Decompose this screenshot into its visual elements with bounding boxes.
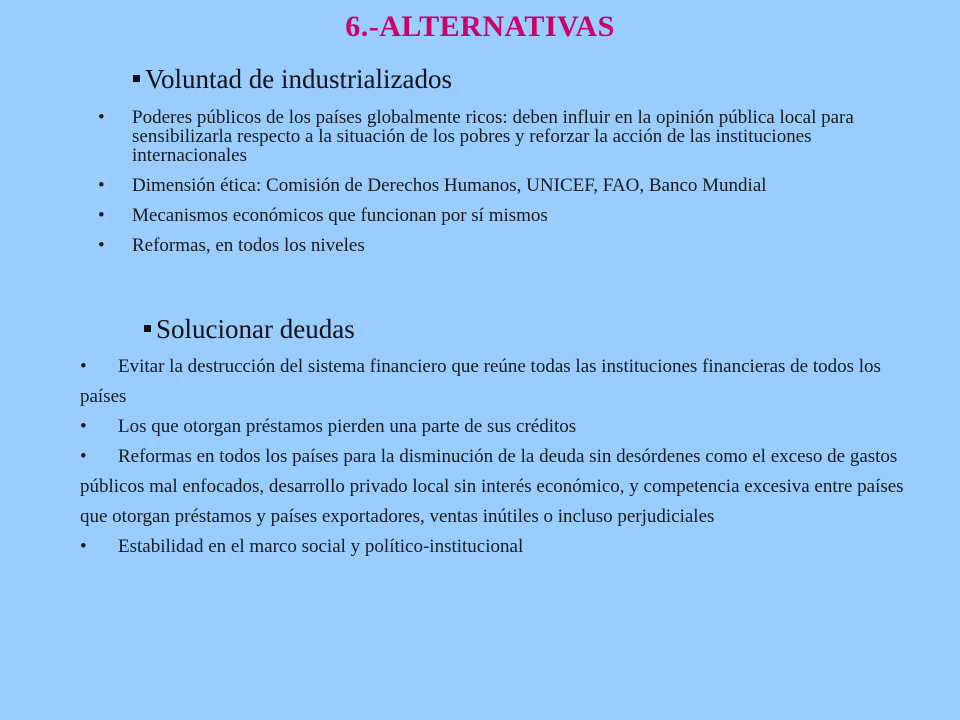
bullet-icon: • <box>98 205 105 226</box>
list-item <box>96 176 906 195</box>
bullet-icon: • <box>80 536 87 557</box>
list-item <box>96 236 906 255</box>
square-bullet-icon <box>144 325 151 332</box>
list-item-text: Los que otorgan préstamos pierden una parte de sus créditos <box>118 416 577 437</box>
list-item <box>80 532 910 562</box>
list-item <box>80 412 910 442</box>
section-heading-industrializados <box>133 64 452 95</box>
bullet-icon: • <box>80 356 87 377</box>
list-item-text: Reformas, en todos los niveles <box>132 235 365 256</box>
list-item <box>96 206 906 225</box>
section-heading-text: Voluntad de industrializados <box>145 64 452 94</box>
bullet-icon: • <box>80 446 87 467</box>
section-heading-deudas <box>144 314 355 345</box>
list-item <box>96 108 906 165</box>
list-item-text: Reformas en todos los países para la disminución de la deuda sin desórdenes como el exceso de gastos públicos mal enfocados, desarrollo privado local sin interés económico, y competencia excesiva entre países que otorgan préstamos y países exportadores, ventas inútiles o incluso perjudiciales <box>80 446 904 527</box>
bullet-icon: • <box>98 235 105 256</box>
square-bullet-icon <box>133 75 140 82</box>
bullet-icon: • <box>98 175 105 196</box>
list-item-text: Mecanismos económicos que funcionan por sí mismos <box>132 205 548 226</box>
list-item <box>80 352 910 412</box>
list-item-text: Dimensión ética: Comisión de Derechos Humanos, UNICEF, FAO, Banco Mundial <box>132 175 767 196</box>
list-item-text: Poderes públicos de los países globalmente ricos: deben influir en la opinión pública local para sensibilizarla respecto a la situación de los pobres y reforzar la acción de las instituciones internacionales <box>132 107 854 166</box>
slide-title: 6.-ALTERNATIVAS <box>345 10 615 43</box>
list-item-text: Evitar la destrucción del sistema financiero que reúne todas las instituciones financieras de todos los países <box>80 356 881 407</box>
bullet-icon: • <box>98 107 105 128</box>
deudas-list <box>80 352 910 562</box>
list-item <box>80 442 910 532</box>
section-heading-text: Solucionar deudas <box>156 314 355 344</box>
bullet-icon: • <box>80 416 87 437</box>
industrializados-list <box>96 108 906 266</box>
list-item-text: Estabilidad en el marco social y político-institucional <box>118 536 524 557</box>
